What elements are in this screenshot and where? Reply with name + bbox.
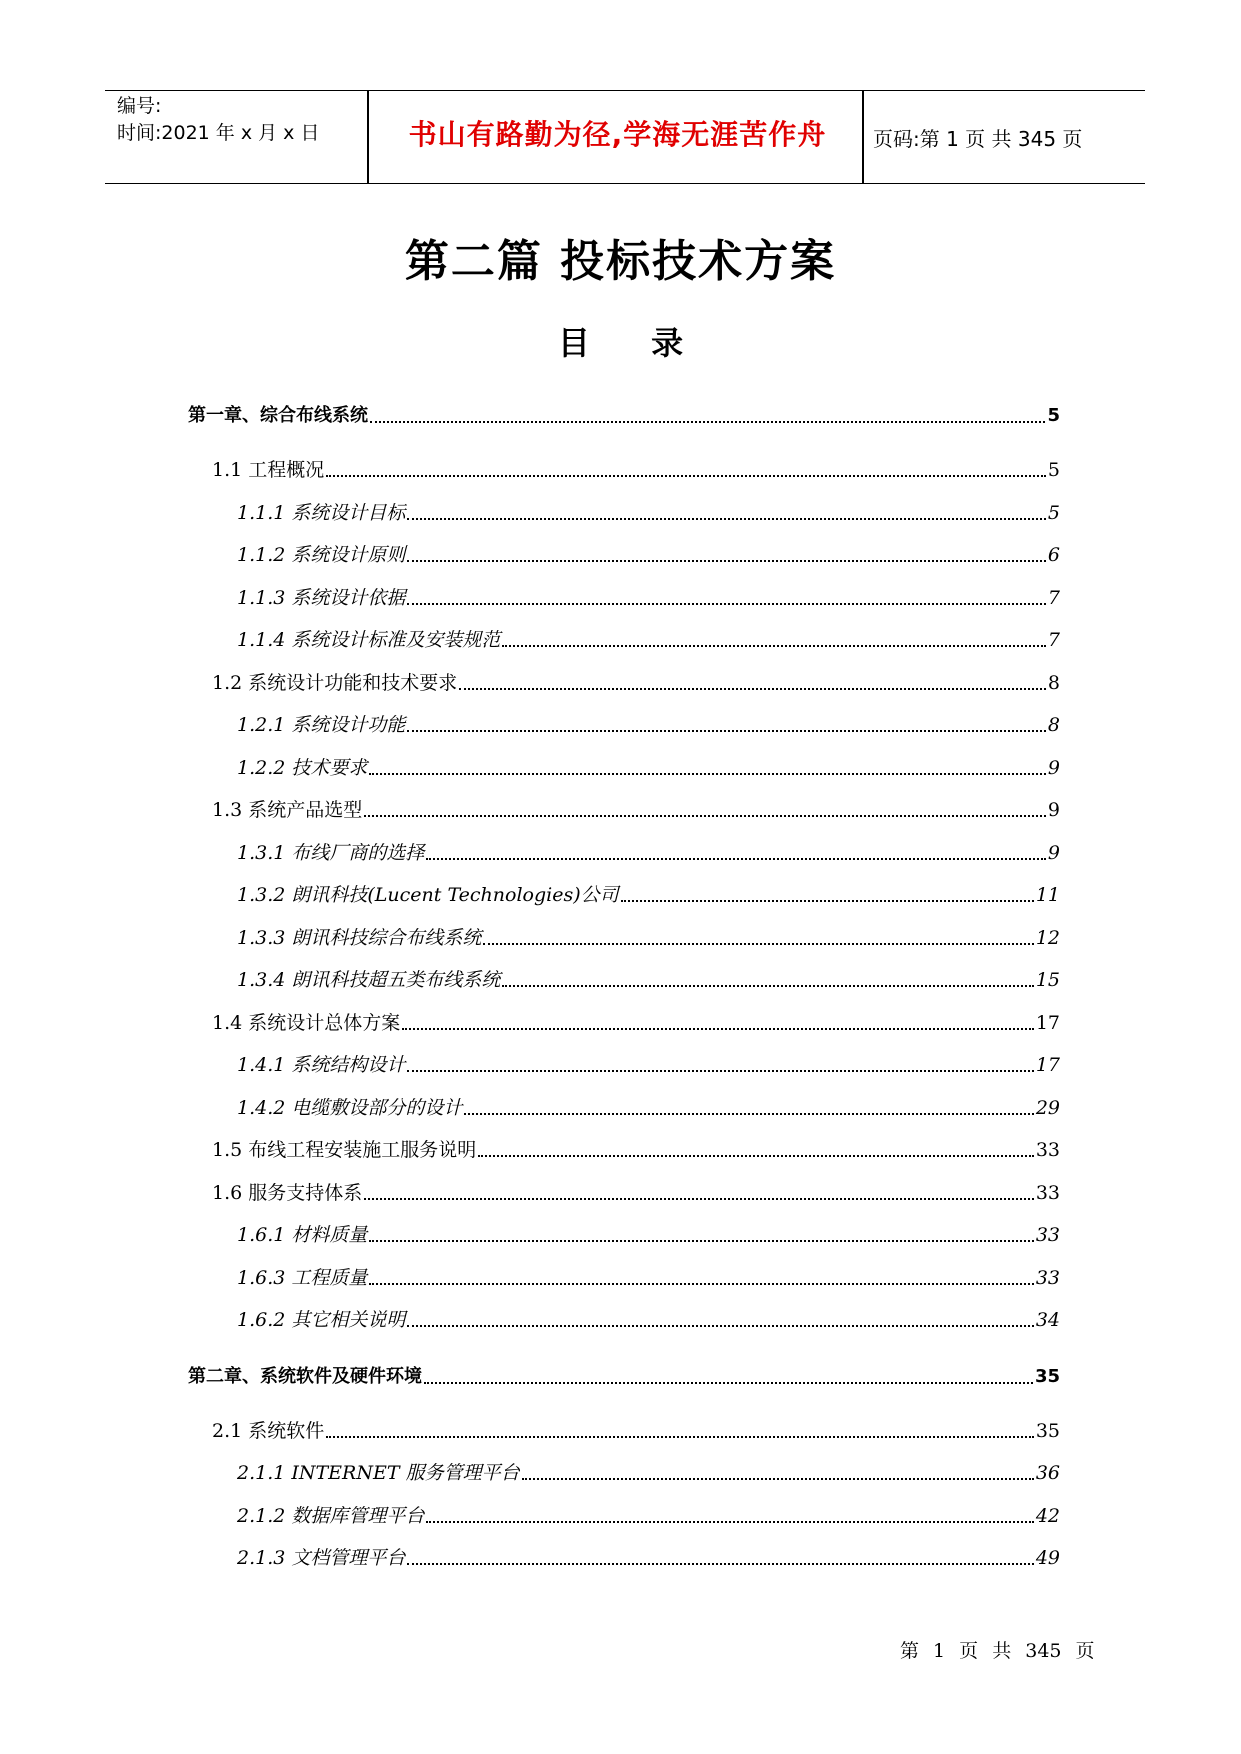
toc-entry[interactable] [237,926,1060,950]
toc-dot-leader [407,1325,1033,1327]
toc-entry-page: 33 [1035,1224,1060,1246]
toc-entry-page: 34 [1035,1309,1060,1331]
toc-entry[interactable] [237,841,1060,865]
toc-dot-leader [364,1198,1034,1200]
toc-entry[interactable] [237,1546,1060,1570]
toc-entry-label: 1.3 系统产品选型 [212,799,363,821]
toc-entry-label: 1.6 服务支持体系 [212,1181,363,1204]
toc-entry-label: 2.1.2 数据库管理平台 [237,1504,425,1527]
toc-dot-leader [522,1478,1034,1480]
toc-dot-leader [459,688,1046,690]
toc-dot-leader [407,603,1046,605]
toc-heading: 目 录 [557,324,684,362]
header-number-label: 编号: [117,95,162,117]
toc-entry-page: 6 [1047,544,1060,566]
toc-entry-label: 1.6.3 工程质量 [237,1266,368,1289]
toc-entry-page: 8 [1047,671,1060,694]
toc-entry[interactable] [237,1223,1060,1247]
toc-entry[interactable] [188,404,1060,428]
toc-entry-label: 1.1.1 系统设计目标 [237,501,406,524]
toc-entry-page: 12 [1035,926,1060,949]
toc-entry-label: 1.6.2 其它相关说明 [237,1309,406,1331]
toc-dot-leader [426,1521,1033,1523]
toc-entry[interactable] [237,968,1060,992]
toc-entry[interactable] [237,1053,1060,1077]
toc-dot-leader [326,1436,1034,1438]
toc-entry-page: 36 [1035,1462,1060,1484]
toc-entry[interactable] [237,501,1060,525]
toc-entry[interactable] [237,883,1060,907]
toc-dot-leader [478,1155,1034,1157]
toc-entry-page: 35 [1035,1419,1060,1442]
toc-dot-leader [424,1382,1033,1384]
toc-entry-page: 49 [1035,1547,1060,1569]
toc-entry[interactable] [188,1365,1060,1389]
toc-entry[interactable] [237,1504,1060,1528]
toc-entry-page: 11 [1035,884,1060,906]
toc-entry[interactable] [212,1181,1060,1205]
toc-entry[interactable] [212,798,1060,822]
toc-entry-label: 1.1.2 系统设计原则 [237,544,406,566]
toc-entry[interactable] [212,458,1060,482]
toc-entry-label: 1.3.4 朗讯科技超五类布线系统 [237,969,501,991]
toc-dot-leader [407,730,1046,732]
toc-entry[interactable] [237,543,1060,567]
toc-entry-label: 第二章、系统软件及硬件环境 [188,1365,422,1387]
toc-entry-page: 7 [1047,629,1060,651]
toc-entry-page: 33 [1035,1139,1060,1161]
toc-entry-page: 33 [1035,1266,1060,1289]
toc-entry-page: 33 [1035,1181,1060,1204]
toc-entry-label: 1.2.1 系统设计功能 [237,714,406,736]
header-motto: 书山有路勤为径,学海无涯苦作舟 [408,118,827,151]
toc-entry-page: 17 [1035,1011,1060,1034]
toc-entry-page: 9 [1047,799,1060,821]
toc-entry[interactable] [237,756,1060,780]
document-title: 第二篇 投标技术方案 [404,236,837,287]
toc-entry[interactable] [212,1419,1060,1443]
toc-entry-label: 1.1 工程概况 [212,459,325,481]
toc-dot-leader [621,900,1034,902]
toc-entry-label: 1.3.2 朗讯科技(Lucent Technologies)公司 [237,884,619,906]
toc-entry[interactable] [237,713,1060,737]
toc-entry-label: 1.3.1 布线厂商的选择 [237,841,425,864]
toc-entry[interactable] [212,1138,1060,1162]
toc-entry[interactable] [237,586,1060,610]
toc-entry-page: 9 [1047,841,1060,864]
toc-entry[interactable] [212,1011,1060,1035]
toc-entry-label: 1.4 系统设计总体方案 [212,1011,401,1034]
toc-entry-label: 1.5 布线工程安装施工服务说明 [212,1139,477,1161]
toc-dot-leader [426,858,1046,860]
toc-entry-label: 2.1 系统软件 [212,1419,325,1442]
toc-dot-leader [369,1283,1033,1285]
toc-dot-leader [502,645,1046,647]
toc-entry-label: 1.2.2 技术要求 [237,756,368,779]
toc-entry-page: 35 [1034,1365,1060,1387]
toc-entry-label: 1.3.3 朗讯科技综合布线系统 [237,926,482,949]
toc-entry-page: 29 [1035,1096,1060,1119]
toc-entry-label: 1.1.4 系统设计标准及安装规范 [237,629,501,651]
header-page-info: 页码:第 1 页 共 345 页 [873,127,1083,151]
toc-entry[interactable] [237,1096,1060,1120]
toc-dot-leader [326,475,1046,477]
toc-entry-page: 5 [1047,501,1060,524]
toc-dot-leader [407,1070,1033,1072]
toc-entry[interactable] [237,628,1060,652]
toc-entry-label: 2.1.3 文档管理平台 [237,1547,406,1569]
toc-entry[interactable] [212,671,1060,695]
toc-dot-leader [407,560,1046,562]
toc-dot-leader [407,1563,1033,1565]
toc-entry-page: 5 [1047,459,1060,481]
toc-entry-label: 第一章、综合布线系统 [188,405,368,426]
toc-entry-label: 1.1.3 系统设计依据 [237,586,406,609]
toc-entry-page: 9 [1047,756,1060,779]
toc-entry-page: 5 [1047,405,1060,426]
toc-entry-label: 1.6.1 材料质量 [237,1224,368,1246]
toc-dot-leader [464,1113,1033,1115]
toc-entry-label: 1.4.1 系统结构设计 [237,1054,406,1076]
toc-entry-label: 1.2 系统设计功能和技术要求 [212,671,458,694]
toc-dot-leader [502,985,1033,987]
toc-entry-label: 1.4.2 电缆敷设部分的设计 [237,1096,463,1119]
toc-dot-leader [407,518,1046,520]
toc-dot-leader [369,1240,1033,1242]
toc-entry-page: 17 [1035,1054,1060,1076]
toc-entry-label: 2.1.1 INTERNET 服务管理平台 [237,1462,520,1484]
toc-dot-leader [483,943,1033,945]
toc-entry[interactable] [237,1308,1060,1332]
page-footer: 第 1 页 共 345 页 [900,1640,1095,1662]
toc-entry-page: 7 [1047,586,1060,609]
toc-dot-leader [370,421,1045,423]
toc-entry[interactable] [237,1461,1060,1485]
toc-dot-leader [364,815,1046,817]
toc-entry[interactable] [237,1266,1060,1290]
toc-entry-page: 8 [1047,714,1060,736]
toc-dot-leader [402,1028,1034,1030]
toc-entry-page: 42 [1035,1504,1060,1527]
toc-entry-page: 15 [1035,969,1060,991]
toc-dot-leader [369,773,1046,775]
header-time-label: 时间:2021 年 x 月 x 日 [117,122,320,144]
